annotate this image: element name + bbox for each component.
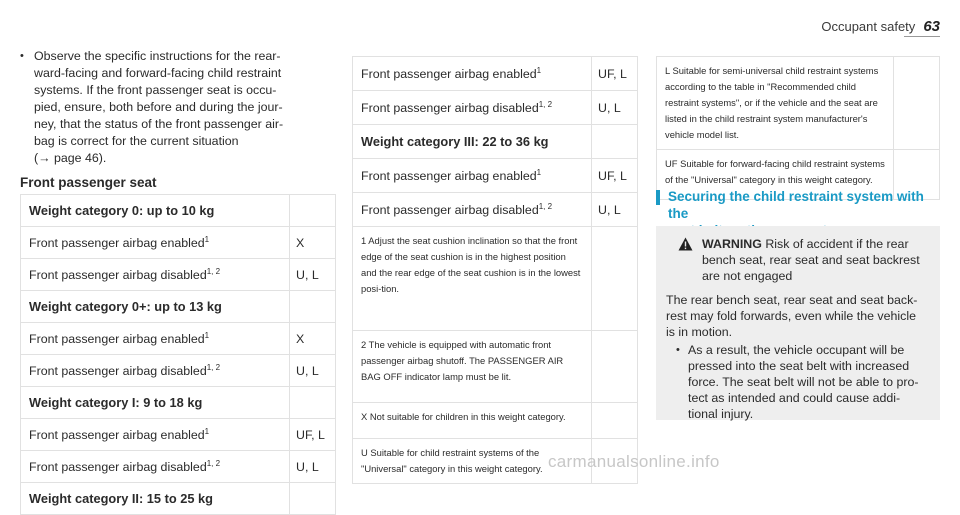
row-value	[290, 419, 336, 451]
header-rule	[904, 36, 940, 37]
footnote-ref: 1, 2	[538, 99, 553, 109]
watermark: carmanualsonline.info	[548, 452, 720, 471]
row-label	[353, 193, 592, 227]
table-row	[21, 419, 336, 451]
row-label	[21, 451, 290, 483]
row-label-text: Front passenger airbag enabled	[29, 235, 205, 250]
table-row	[21, 227, 336, 259]
intro-text: Observe the specific instructions for the rear- ward-facing and forward-facing child restraint systems. If the front passenger seat is occu- pied, ensure, both before and during the jour- ney, that the status of the front passenger air- bag is correct for the current situation (→ page 46).	[34, 49, 284, 165]
row-label-text: Front passenger airbag disabled	[361, 100, 539, 115]
row-label	[21, 291, 290, 323]
bullet-icon: •	[676, 344, 680, 356]
row-label-text: Front passenger airbag disabled	[29, 459, 207, 474]
row-value	[592, 125, 638, 159]
row-label-text: Front passenger airbag disabled	[29, 267, 207, 282]
row-value	[290, 387, 336, 419]
warning-box	[656, 226, 940, 420]
row-value-text: UF, L	[598, 66, 627, 81]
footnote-row	[353, 403, 638, 439]
weight-category-row	[21, 195, 336, 227]
footnote-empty	[592, 227, 638, 331]
row-label-text: Weight category II: 15 to 25 kg	[29, 491, 213, 506]
page-number: 63	[923, 18, 940, 35]
footnote-empty	[592, 331, 638, 403]
warning-header	[666, 236, 930, 284]
row-label-text: Front passenger airbag disabled	[361, 202, 539, 217]
footnote-text-text: X Not suitable for children in this weight category.	[361, 411, 566, 422]
column-middle	[352, 56, 638, 484]
row-value-text: U, L	[598, 202, 621, 217]
row-label-text: Weight category 0+: up to 13 kg	[29, 299, 222, 314]
securing-heading-text: Securing the child restraint system with the	[668, 189, 924, 221]
row-value	[290, 195, 336, 227]
table-row	[353, 91, 638, 125]
row-label-text: Front passenger airbag enabled	[361, 66, 537, 81]
row-label	[353, 91, 592, 125]
bullet-icon: •	[20, 50, 24, 62]
table-row	[21, 259, 336, 291]
warning-bullet-text: As a result, the vehicle occupant will be pressed into the seat belt with increased force. The seat belt will not be able to pro- tect as intended and could cause addi- tional injury.	[688, 343, 919, 421]
row-label	[21, 419, 290, 451]
footnote-text-text: U Suitable for child restraint systems of the "Universal" category in this weight category.	[361, 447, 543, 474]
footnote-ref: 1, 2	[206, 362, 221, 372]
warning-bullet	[666, 342, 930, 422]
row-value-text: UF, L	[598, 168, 627, 183]
legend-table	[656, 56, 940, 200]
row-value	[290, 259, 336, 291]
footnote-row	[353, 331, 638, 403]
row-label	[353, 57, 592, 91]
row-label-text: Weight category III: 22 to 36 kg	[361, 134, 549, 149]
header-title: Occupant safety	[821, 19, 916, 34]
footnote-ref: 1	[536, 167, 542, 177]
footnote-ref: 1, 2	[538, 201, 553, 211]
footnote-ref: 1	[204, 426, 210, 436]
row-label	[21, 259, 290, 291]
row-value	[592, 159, 638, 193]
warning-paragraph: The rear bench seat, rear seat and seat back- rest may fold forwards, even while the vehicle is in motion.	[666, 293, 918, 339]
row-value	[592, 193, 638, 227]
footnote-empty	[894, 57, 940, 150]
row-label	[21, 227, 290, 259]
row-label-text: Front passenger airbag disabled	[29, 363, 207, 378]
row-value	[592, 91, 638, 125]
row-label	[21, 387, 290, 419]
row-value	[290, 323, 336, 355]
row-label-text: Front passenger airbag enabled	[29, 331, 205, 346]
front-passenger-table-continued	[352, 56, 638, 484]
table-row	[353, 57, 638, 91]
row-value	[290, 291, 336, 323]
footnote-text-text: UF Suitable for forward-facing child restraint systems of the "Universal" category in this weight category.	[665, 158, 885, 185]
footnote-text-text: 1 Adjust the seat cushion inclination so that the front edge of the seat cushion is in the highest position and the rear edge of the seat cushion is in the lowest posi-tion.	[361, 235, 581, 294]
table-row	[21, 323, 336, 355]
warning-triangle-icon	[678, 237, 702, 284]
footnote-row	[353, 227, 638, 331]
row-value-text: X	[296, 331, 305, 346]
row-value-text: U, L	[296, 363, 319, 378]
footnote-text-text: L Suitable for semi-universal child restraint systems according to the table in "Recommended child restraint systems", or if the vehicle and the seat are listed in the child restraint system manufacturer's vehicle model list.	[665, 65, 879, 140]
row-label	[21, 195, 290, 227]
row-value	[290, 451, 336, 483]
row-label-text: Weight category I: 9 to 18 kg	[29, 395, 203, 410]
footnote-text-text: 2 The vehicle is equipped with automatic front passenger airbag shutoff. The PASSENGER AIR BAG OFF indicator lamp must be lit.	[361, 339, 564, 382]
row-value-text: U, L	[598, 100, 621, 115]
row-value-text: UF, L	[296, 427, 325, 442]
weight-category-row	[21, 291, 336, 323]
column-left	[20, 48, 336, 515]
footnote-empty	[592, 403, 638, 439]
row-value-text: X	[296, 235, 305, 250]
row-value-text: U, L	[296, 459, 319, 474]
row-label-text: Front passenger airbag enabled	[29, 427, 205, 442]
warning-headline	[702, 236, 920, 284]
weight-category-row	[21, 483, 336, 515]
footnote-ref: 1	[536, 65, 542, 75]
footnote-ref: 1	[204, 234, 210, 244]
row-label	[21, 483, 290, 515]
row-label	[21, 323, 290, 355]
column-right	[656, 56, 940, 200]
footnote-ref: 1, 2	[206, 458, 221, 468]
row-value	[592, 57, 638, 91]
row-value	[290, 355, 336, 387]
row-label-text: Front passenger airbag enabled	[361, 168, 537, 183]
table-row	[353, 193, 638, 227]
footnote-text	[353, 403, 592, 439]
footnote-row	[657, 57, 940, 150]
section-title: Front passenger seat	[20, 175, 157, 190]
table-row	[21, 355, 336, 387]
row-label-text: Weight category 0: up to 10 kg	[29, 203, 215, 218]
footnote-text	[657, 57, 894, 150]
row-label	[21, 355, 290, 387]
footnote-text	[353, 331, 592, 403]
row-value-text: U, L	[296, 267, 319, 282]
row-label	[353, 159, 592, 193]
page-header	[821, 18, 940, 35]
footnote-text	[353, 227, 592, 331]
row-label	[353, 125, 592, 159]
warning-headline-text: Risk of accident if the rear bench seat, rear seat and seat backrest are not engaged	[702, 237, 920, 283]
row-value	[290, 227, 336, 259]
footnote-ref: 1	[204, 330, 210, 340]
table-row	[353, 159, 638, 193]
footnote-ref: 1, 2	[206, 266, 221, 276]
warning-label: WARNING	[702, 237, 762, 251]
section-marker	[656, 190, 660, 205]
intro-bullet	[20, 48, 336, 167]
weight-category-row	[21, 387, 336, 419]
row-value	[290, 483, 336, 515]
front-passenger-table	[20, 194, 336, 515]
table-row	[21, 451, 336, 483]
weight-category-row	[353, 125, 638, 159]
